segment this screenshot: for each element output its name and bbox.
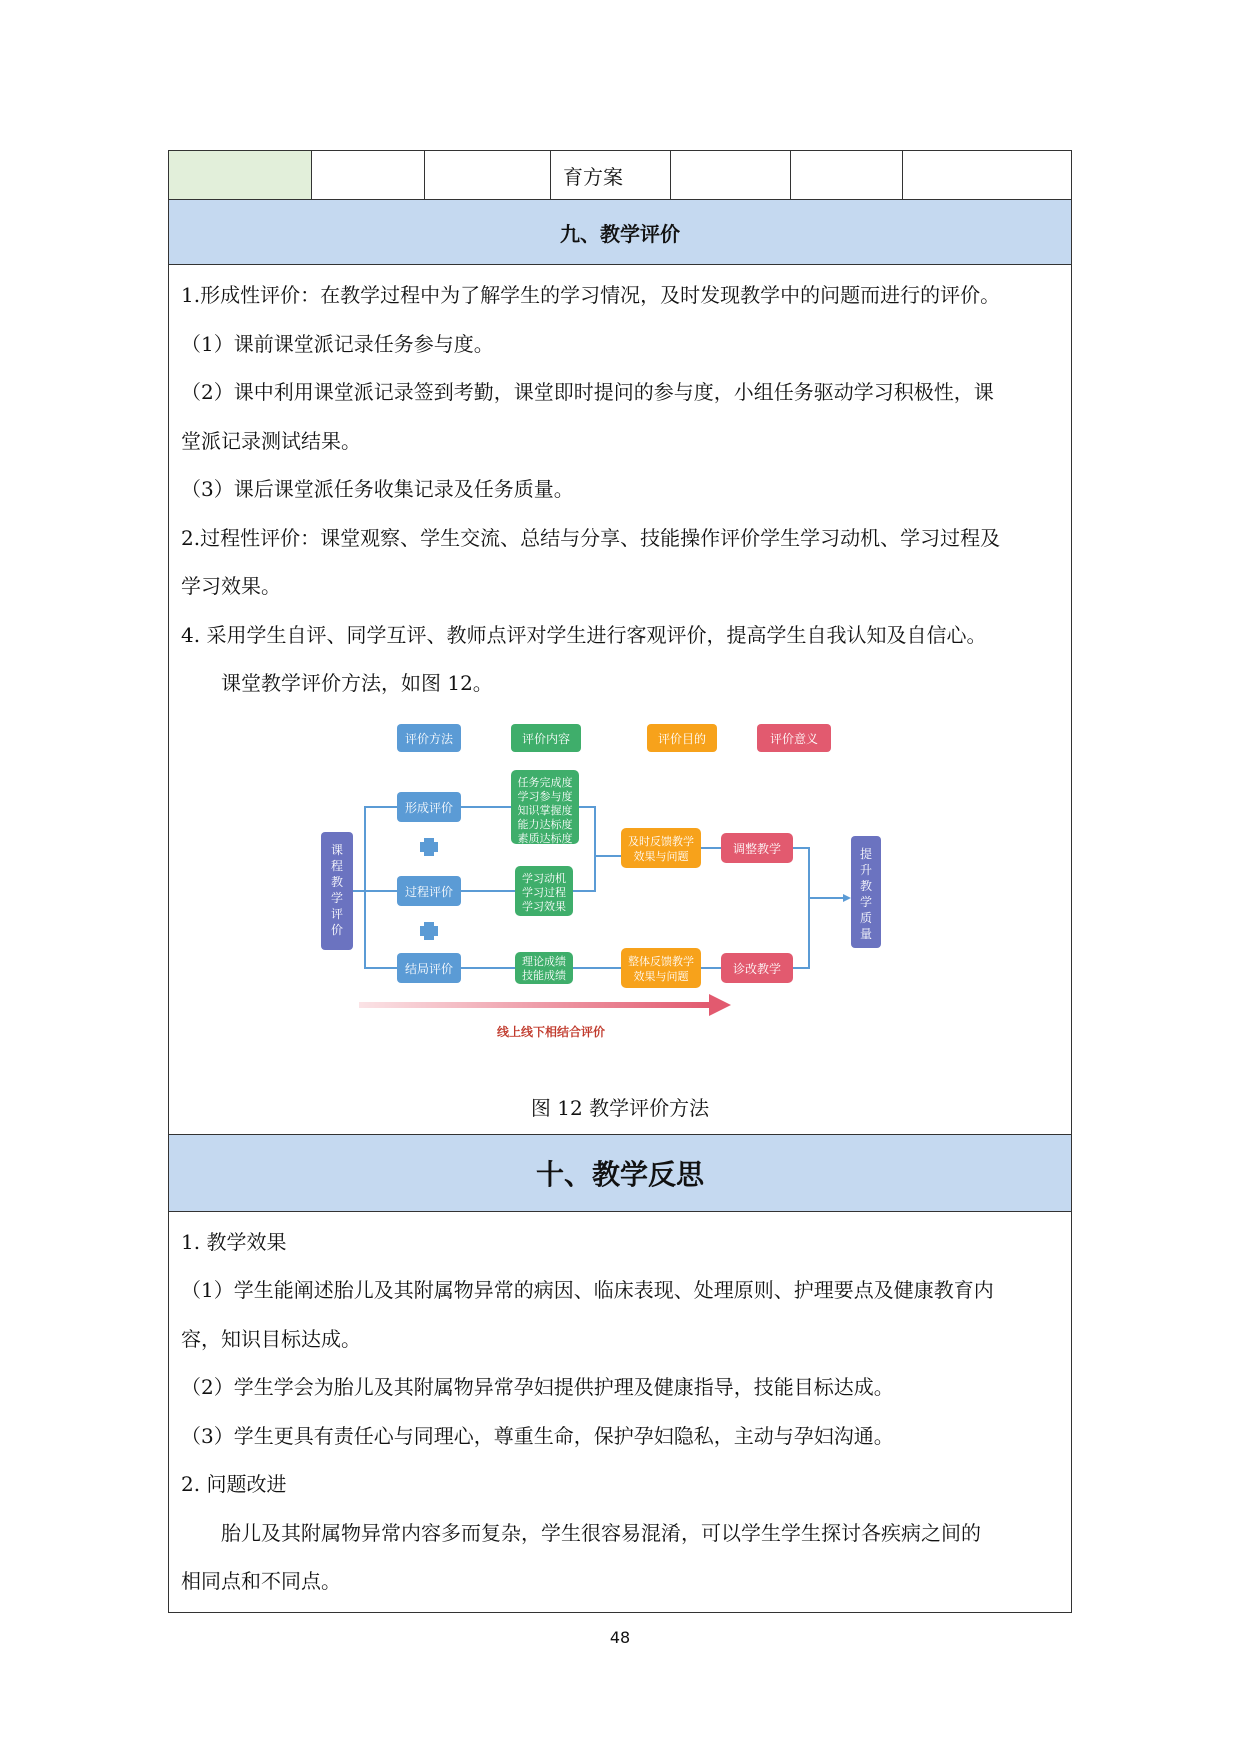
purpose-box-2 (621, 948, 701, 988)
vertical-char: 质 (859, 910, 873, 925)
paragraph: 4. 采用学生自评、同学互评、教师点评对学生进行客观评价，提高学生自我认知及自信心。 (181, 622, 987, 647)
svg-text:线上线下相结合评价: 线上线下相结合评价 (496, 1024, 606, 1039)
content-item: 技能成绩 (522, 968, 566, 982)
evaluation-diagram-figure (169, 714, 1071, 1134)
paragraph: 相同点和不同点。 (181, 1569, 341, 1593)
paragraph: 2. 问题改进 (181, 1472, 287, 1496)
svg-text:过程评价: 过程评价 (404, 884, 454, 899)
vertical-char: 提 (859, 846, 873, 861)
document-table (168, 150, 1072, 1613)
vertical-char: 升 (859, 862, 873, 877)
legend-purpose (647, 724, 717, 752)
method-outcome (397, 953, 461, 983)
content-box-3 (515, 952, 573, 984)
paragraph: 容，知识目标达成。 (181, 1326, 361, 1351)
content-item: 任务完成度 (517, 775, 573, 789)
table-cell-text: 育方案 (551, 151, 671, 199)
table-cell (312, 151, 425, 199)
content-item: 学习动机 (522, 871, 566, 885)
legend-content (511, 724, 581, 752)
legend-meaning (757, 724, 831, 752)
content-box-1 (511, 770, 579, 845)
content-item: 理论成绩 (522, 954, 566, 968)
vertical-char: 量 (859, 926, 873, 941)
svg-text:评价内容: 评价内容 (521, 731, 571, 746)
svg-text:评价方法: 评价方法 (404, 731, 454, 746)
table-cell (425, 151, 551, 199)
paragraph: 2.过程性评价：课堂观察、学生交流、总结与分享、技能操作评价学生学习动机、学习过程及 (181, 525, 1001, 550)
paragraph: （1）学生能阐述胎儿及其附属物异常的病因、临床表现、处理原则、护理要点及健康教育内 (181, 1278, 994, 1302)
section-9-body (169, 265, 1071, 714)
svg-text:评价目的: 评价目的 (657, 731, 707, 746)
section-9-heading: 九、教学评价 (169, 200, 1071, 265)
improve-quality-box (851, 836, 881, 948)
paragraph: （3）学生更具有责任心与同理心，尊重生命，保护孕妇隐私，主动与孕妇沟通。 (181, 1423, 894, 1448)
method-process (397, 876, 461, 906)
section-10-body (169, 1212, 1071, 1612)
content-item: 素质达标度 (517, 831, 573, 845)
table-cell (671, 151, 791, 199)
arrowheads (397, 803, 851, 972)
figure-caption: 图 12 教学评价方法 (530, 1095, 710, 1120)
vertical-char: 教 (330, 874, 344, 889)
meaning-diagnose (721, 953, 793, 983)
content-item: 能力达标度 (517, 817, 573, 831)
paragraph: 课堂教学评价方法，如图 12。 (221, 671, 493, 695)
evaluation-diagram (169, 708, 1073, 1093)
purpose-item: 整体反馈教学 (628, 954, 694, 968)
vertical-char: 程 (330, 858, 344, 873)
content-item: 知识掌握度 (517, 803, 573, 817)
meaning-adjust (721, 833, 793, 863)
svg-text:形成评价: 形成评价 (404, 800, 454, 815)
previous-table-row (169, 151, 1071, 200)
vertical-char: 学 (859, 894, 873, 909)
table-cell (791, 151, 903, 199)
table-cell-green (169, 151, 312, 199)
content-item: 学习效果 (522, 899, 566, 913)
svg-text:调整教学: 调整教学 (732, 841, 782, 856)
content-item: 学习参与度 (517, 789, 573, 803)
online-offline-arrow (359, 994, 731, 1039)
paragraph: 胎儿及其附属物异常内容多而复杂，学生很容易混淆，可以学生学生探讨各疾病之间的 (221, 1520, 981, 1545)
content-item: 学习过程 (522, 885, 566, 899)
vertical-char: 教 (859, 878, 873, 893)
paragraph: （2）课中利用课堂派记录签到考勤，课堂即时提问的参与度，小组任务驱动学习积极性，课 (181, 380, 994, 404)
legend-method (397, 724, 461, 752)
course-evaluation-box (321, 832, 353, 950)
vertical-char: 课 (330, 842, 344, 857)
method-formative (397, 792, 461, 822)
content-box-2 (515, 866, 573, 916)
paragraph: （3）课后课堂派任务收集记录及任务质量。 (181, 477, 574, 501)
svg-text:评价意义: 评价意义 (769, 731, 819, 746)
purpose-item: 效果与问题 (633, 849, 689, 863)
paragraph: （1）课前课堂派记录任务参与度。 (181, 331, 494, 356)
paragraph: 学习效果。 (181, 574, 281, 598)
vertical-char: 学 (330, 890, 344, 905)
paragraph: 1. 教学效果 (181, 1229, 287, 1254)
vertical-char: 价 (330, 922, 344, 937)
svg-text:诊改教学: 诊改教学 (732, 961, 782, 976)
vertical-char: 评 (330, 906, 344, 921)
paragraph: 堂派记录测试结果。 (181, 428, 361, 453)
page-number: 48 (609, 1628, 631, 1647)
svg-text:结局评价: 结局评价 (404, 961, 454, 976)
purpose-box-1 (621, 828, 701, 868)
paragraph: （2）学生学会为胎儿及其附属物异常孕妇提供护理及健康指导，技能目标达成。 (181, 1375, 894, 1399)
section-10-heading: 十、教学反思 (169, 1134, 1071, 1212)
paragraph: 1.形成性评价：在教学过程中为了解学生的学习情况，及时发现教学中的问题而进行的评价。 (181, 283, 1001, 307)
purpose-item: 及时反馈教学 (628, 834, 694, 848)
table-cell (903, 151, 1071, 199)
purpose-item: 效果与问题 (633, 969, 689, 983)
